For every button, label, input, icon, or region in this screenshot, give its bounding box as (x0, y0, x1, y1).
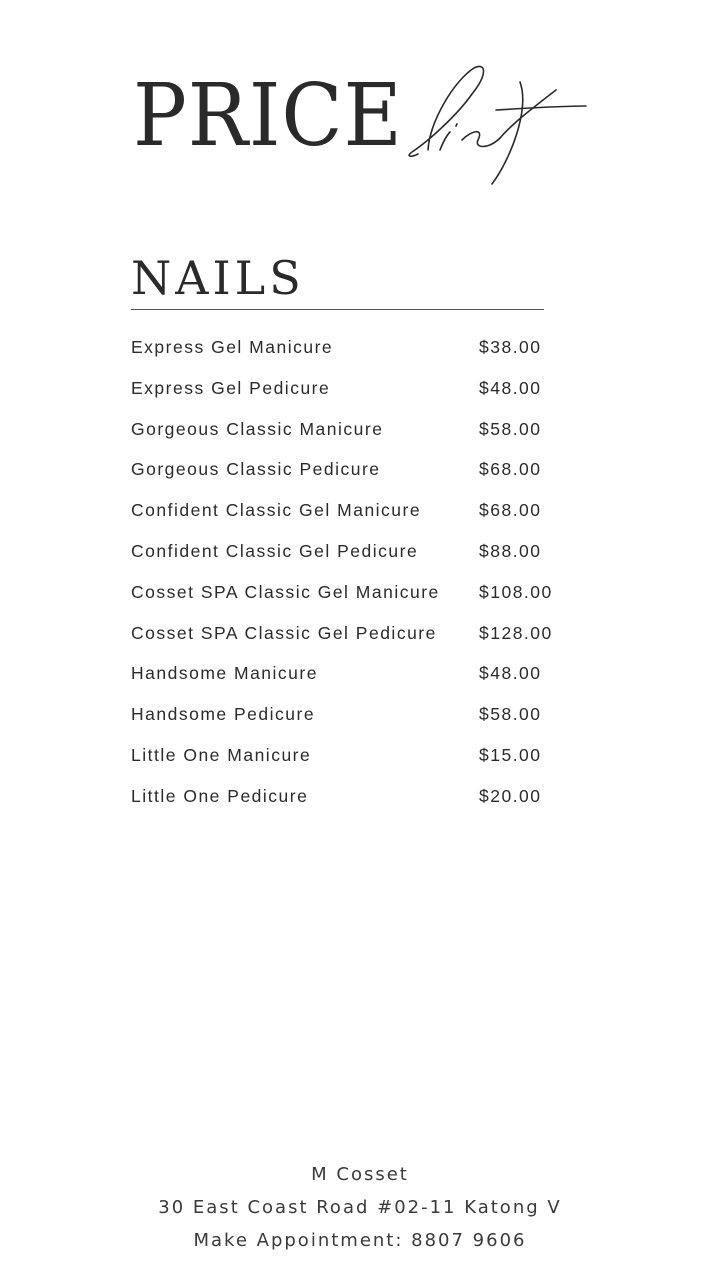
item-name: Little One Pedicure (131, 785, 309, 806)
item-name: Express Gel Manicure (131, 337, 334, 357)
item-price: $38.00 (479, 337, 542, 357)
item-price: $20.00 (479, 785, 542, 806)
price-row (131, 371, 581, 412)
item-price: $58.00 (479, 418, 542, 439)
price-row (131, 738, 581, 779)
item-price: $68.00 (479, 459, 542, 480)
item-name: Gorgeous Classic Manicure (131, 418, 384, 439)
item-price: $68.00 (479, 500, 542, 521)
price-row (131, 412, 581, 453)
item-name: Express Gel Pedicure (131, 377, 331, 398)
item-price: $108.00 (479, 581, 553, 602)
item-name: Cosset SPA Classic Gel Pedicure (131, 622, 437, 643)
price-row (131, 534, 581, 575)
price-row (131, 493, 581, 534)
item-name: Handsome Pedicure (131, 704, 316, 725)
title-script-word (400, 60, 600, 190)
title-main-word: PRICE (133, 66, 403, 166)
section-heading-nails: NAILS (131, 251, 305, 305)
item-name: Little One Manicure (131, 744, 312, 765)
item-price: $48.00 (479, 377, 542, 398)
item-name: Confident Classic Gel Manicure (131, 500, 422, 521)
item-price: $128.00 (479, 622, 553, 643)
item-name: Confident Classic Gel Pedicure (131, 540, 419, 561)
price-row (131, 697, 581, 738)
business-address: 30 East Coast Road #02-11 Katong V (158, 1197, 562, 1218)
price-row (131, 656, 581, 697)
item-name: Cosset SPA Classic Gel Manicure (131, 581, 440, 602)
title-script-text: list (460, 186, 462, 187)
footer (0, 1158, 720, 1257)
price-row (131, 330, 581, 371)
item-name: Handsome Manicure (131, 663, 318, 684)
item-price: $15.00 (479, 744, 542, 765)
section-divider (131, 309, 544, 310)
price-row (131, 452, 581, 493)
business-name: M Cosset (311, 1164, 409, 1185)
price-row (131, 779, 581, 820)
price-row (131, 575, 581, 616)
item-price: $88.00 (479, 540, 542, 561)
item-name: Gorgeous Classic Pedicure (131, 459, 381, 480)
price-row (131, 616, 581, 657)
appointment-contact: Make Appointment: 8807 9606 (193, 1230, 527, 1251)
price-list (131, 330, 581, 820)
page-title (0, 0, 720, 200)
item-price: $48.00 (479, 663, 542, 684)
item-price: $58.00 (479, 704, 542, 725)
